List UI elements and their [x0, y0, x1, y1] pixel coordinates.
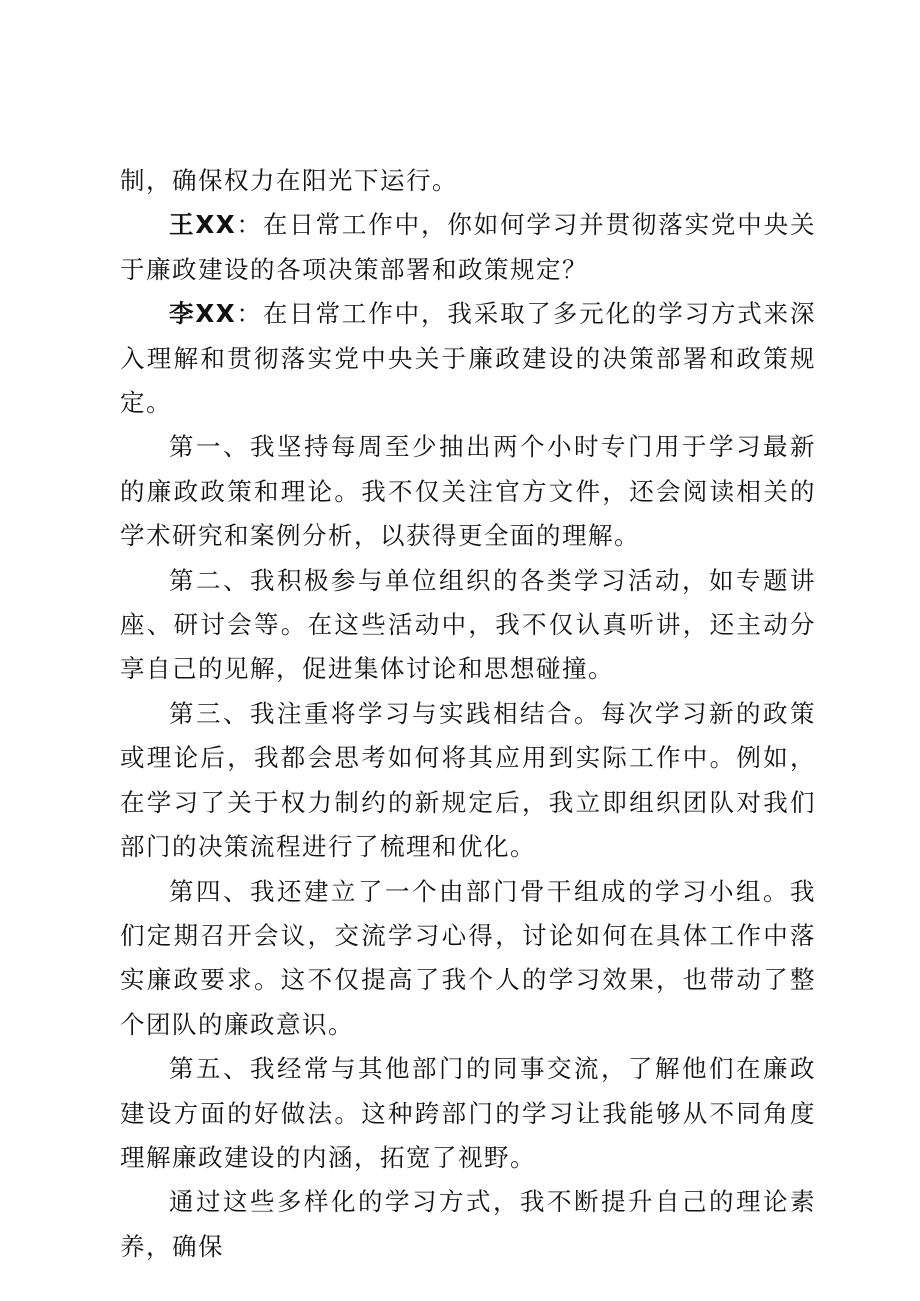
paragraph-continuation — [120, 159, 816, 203]
speaker-name: 王XX — [169, 210, 237, 240]
paragraph-text: 第一、我坚持每周至少抽出两个小时专门用于学习最新的廉政政策和理论。我不仅关注官方文件，还会阅读相关的学术研究和案例分析，以获得更全面的理解。 — [120, 432, 816, 551]
paragraph-text: 第四、我还建立了一个由部门骨干组成的学习小组。我们定期召开会议，交流学习心得，讨论如何在具体工作中落实廉政要求。这不仅提高了我个人的学习效果，也带动了整个团队的廉政意识。 — [120, 876, 816, 1039]
paragraph-text: 第五、我经常与其他部门的同事交流，了解他们在廉政建设方面的好做法。这种跨部门的学习让我能够从不同角度理解廉政建设的内涵，拓宽了视野。 — [120, 1054, 816, 1172]
paragraph-answer — [120, 292, 816, 425]
paragraph-question — [120, 203, 816, 292]
paragraph-point-1 — [120, 425, 816, 558]
paragraph-point-5 — [120, 1047, 816, 1180]
paragraph-text: ：在日常工作中，你如何学习并贯彻落实党中央关于廉政建设的各项决策部署和政策规定？ — [120, 210, 816, 284]
paragraph-text: 制，确保权力在阳光下运行。 — [120, 166, 458, 195]
paragraph-point-3 — [120, 692, 816, 870]
paragraph-summary — [120, 1180, 816, 1269]
paragraph-text: 第二、我积极参与单位组织的各类学习活动，如专题讲座、研讨会等。在这些活动中，我不仅认真听讲，还主动分享自己的见解，促进集体讨论和思想碰撞。 — [120, 565, 816, 684]
paragraph-point-2 — [120, 559, 816, 692]
speaker-name: 李XX — [169, 299, 237, 329]
paragraph-text: ：在日常工作中，我采取了多元化的学习方式来深入理解和贯彻落实党中央关于廉政建设的决策部署和政策规定。 — [120, 299, 816, 418]
paragraph-text: 第三、我注重将学习与实践相结合。每次学习新的政策或理论后，我都会思考如何将其应用到实际工作中。例如，在学习了关于权力制约的新规定后，我立即组织团队对我们部门的决策流程进行了梳理和优化。 — [120, 698, 816, 862]
document-body — [120, 159, 816, 1269]
paragraph-point-4 — [120, 870, 816, 1048]
paragraph-text: 通过这些多样化的学习方式，我不断提升自己的理论素养，确保 — [120, 1187, 816, 1261]
